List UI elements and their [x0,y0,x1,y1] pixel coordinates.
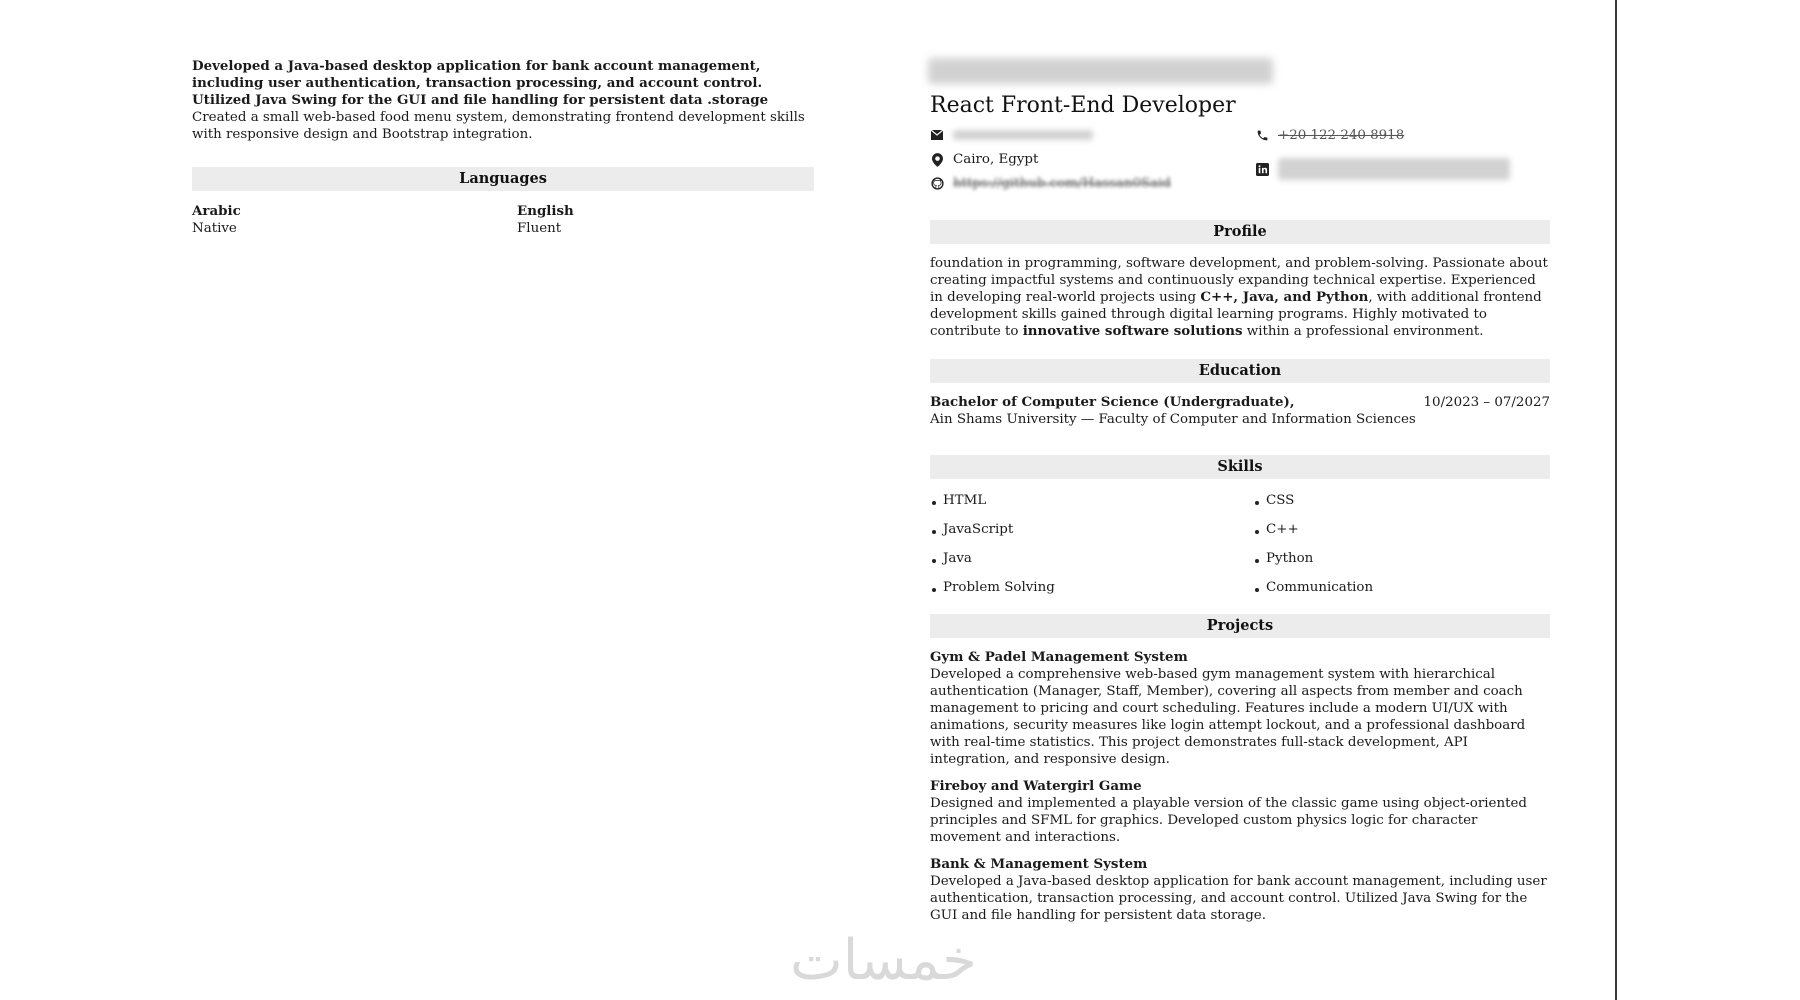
projects-list [930,649,1550,924]
skill-item: Java [930,549,1253,568]
skill-item: HTML [930,491,1253,510]
resume-page-1 [900,0,1616,1000]
project-title: Developed a Java-based desktop application for bank account management, including user authentication, transaction processing, and account control. Utilized Java Swing for the GUI and file handling for persistent data .storage [192,58,769,108]
email-redacted [953,130,1093,140]
skills-heading: Skills [930,455,1550,479]
location-contact [930,152,1038,167]
languages-list [192,203,814,237]
page-edge-divider [1615,0,1617,1000]
profile-text: , with additional frontend development skills gained through digital learning programs. Highly motivated to contribute to [930,290,1542,339]
project-item [930,856,1550,924]
project-description: Developed a Java-based desktop application for bank account management, including user authentication, transaction processing, and account control. Utilized Java Swing for the GUI and file handling for persistent data storage. [930,874,1547,923]
profile-text: foundation in programming, software development, and problem-solving. Passionate about creating impactful systems and continuously expanding technical expertise. Experienced in developing real-world projects using [930,256,1548,305]
school-name: Ain Shams University — Faculty of Computer and Information Sciences [930,412,1416,427]
linkedin-url-redacted [1278,158,1510,180]
map-pin-icon [930,153,944,167]
education-entry [930,394,1550,428]
language-level: Fluent [517,221,562,236]
language-item [192,203,517,237]
skill-item: C++ [1253,520,1543,539]
project-name: Bank & Management System [930,856,1148,872]
skills-list [930,491,1550,597]
linkedin-icon [1255,162,1269,176]
profile-summary [930,255,1550,340]
right-column [930,58,1550,924]
profile-highlight: innovative software solutions [1022,323,1243,339]
github-icon [930,177,944,191]
github-url[interactable]: https://github.com/Hassan0Said [953,176,1171,191]
profile-text: within a professional environment. [1242,324,1484,339]
email-contact [930,128,1093,142]
language-name: English [517,203,574,219]
project-item [930,649,1550,768]
phone-icon [1255,129,1269,143]
language-name: Arabic [192,203,241,219]
profile-highlight: C++, Java, and Python [1200,289,1369,305]
github-contact[interactable] [930,176,1171,191]
skill-item: Problem Solving [930,578,1253,597]
education-dates: 10/2023 – 07/2027 [1423,395,1550,410]
linkedin-contact[interactable] [1255,158,1510,180]
project-name: Fireboy and Watergirl Game [930,778,1142,794]
contact-info [930,128,1550,214]
skill-item: Python [1253,549,1543,568]
language-item [517,203,767,237]
location-text: Cairo, Egypt [953,152,1039,167]
project-description: Created a small web-based food menu system, demonstrating frontend development skills with responsive design and Bootstrap integration. [192,110,805,142]
job-title: React Front-End Developer [930,93,1236,118]
profile-heading: Profile [930,220,1550,244]
project-item [930,778,1550,846]
candidate-name-redacted [928,58,1273,84]
projects-heading: Projects [930,614,1550,638]
project-description: Developed a comprehensive web-based gym management system with hierarchical authentication (Manager, Staff, Member), covering all aspects from member and coach management to pricing and court scheduling. Features include a modern UI/UX with animations, security measures like login attempt lockout, and a professional dashboard with real-time statistics. This project demonstrates full-stack development, API integration, and responsive design. [930,667,1526,767]
left-column [192,58,814,237]
skill-item: CSS [1253,491,1543,510]
skill-item: Communication [1253,578,1543,597]
languages-heading: Languages [192,167,814,191]
skill-item: JavaScript [930,520,1253,539]
language-level: Native [192,221,237,236]
degree-title: Bachelor of Computer Science (Undergraduate), [930,394,1295,410]
envelope-icon [930,128,944,142]
phone-contact [1255,128,1404,143]
project-name: Gym & Padel Management System [930,649,1188,665]
education-heading: Education [930,359,1550,383]
phone-number: +20 122 240 8918 [1278,128,1405,143]
watermark-logo: خمسات [790,928,977,993]
project-description: Designed and implemented a playable version of the classic game using object-oriented principles and SFML for graphics. Developed custom physics logic for character movement and interactions. [930,796,1527,845]
